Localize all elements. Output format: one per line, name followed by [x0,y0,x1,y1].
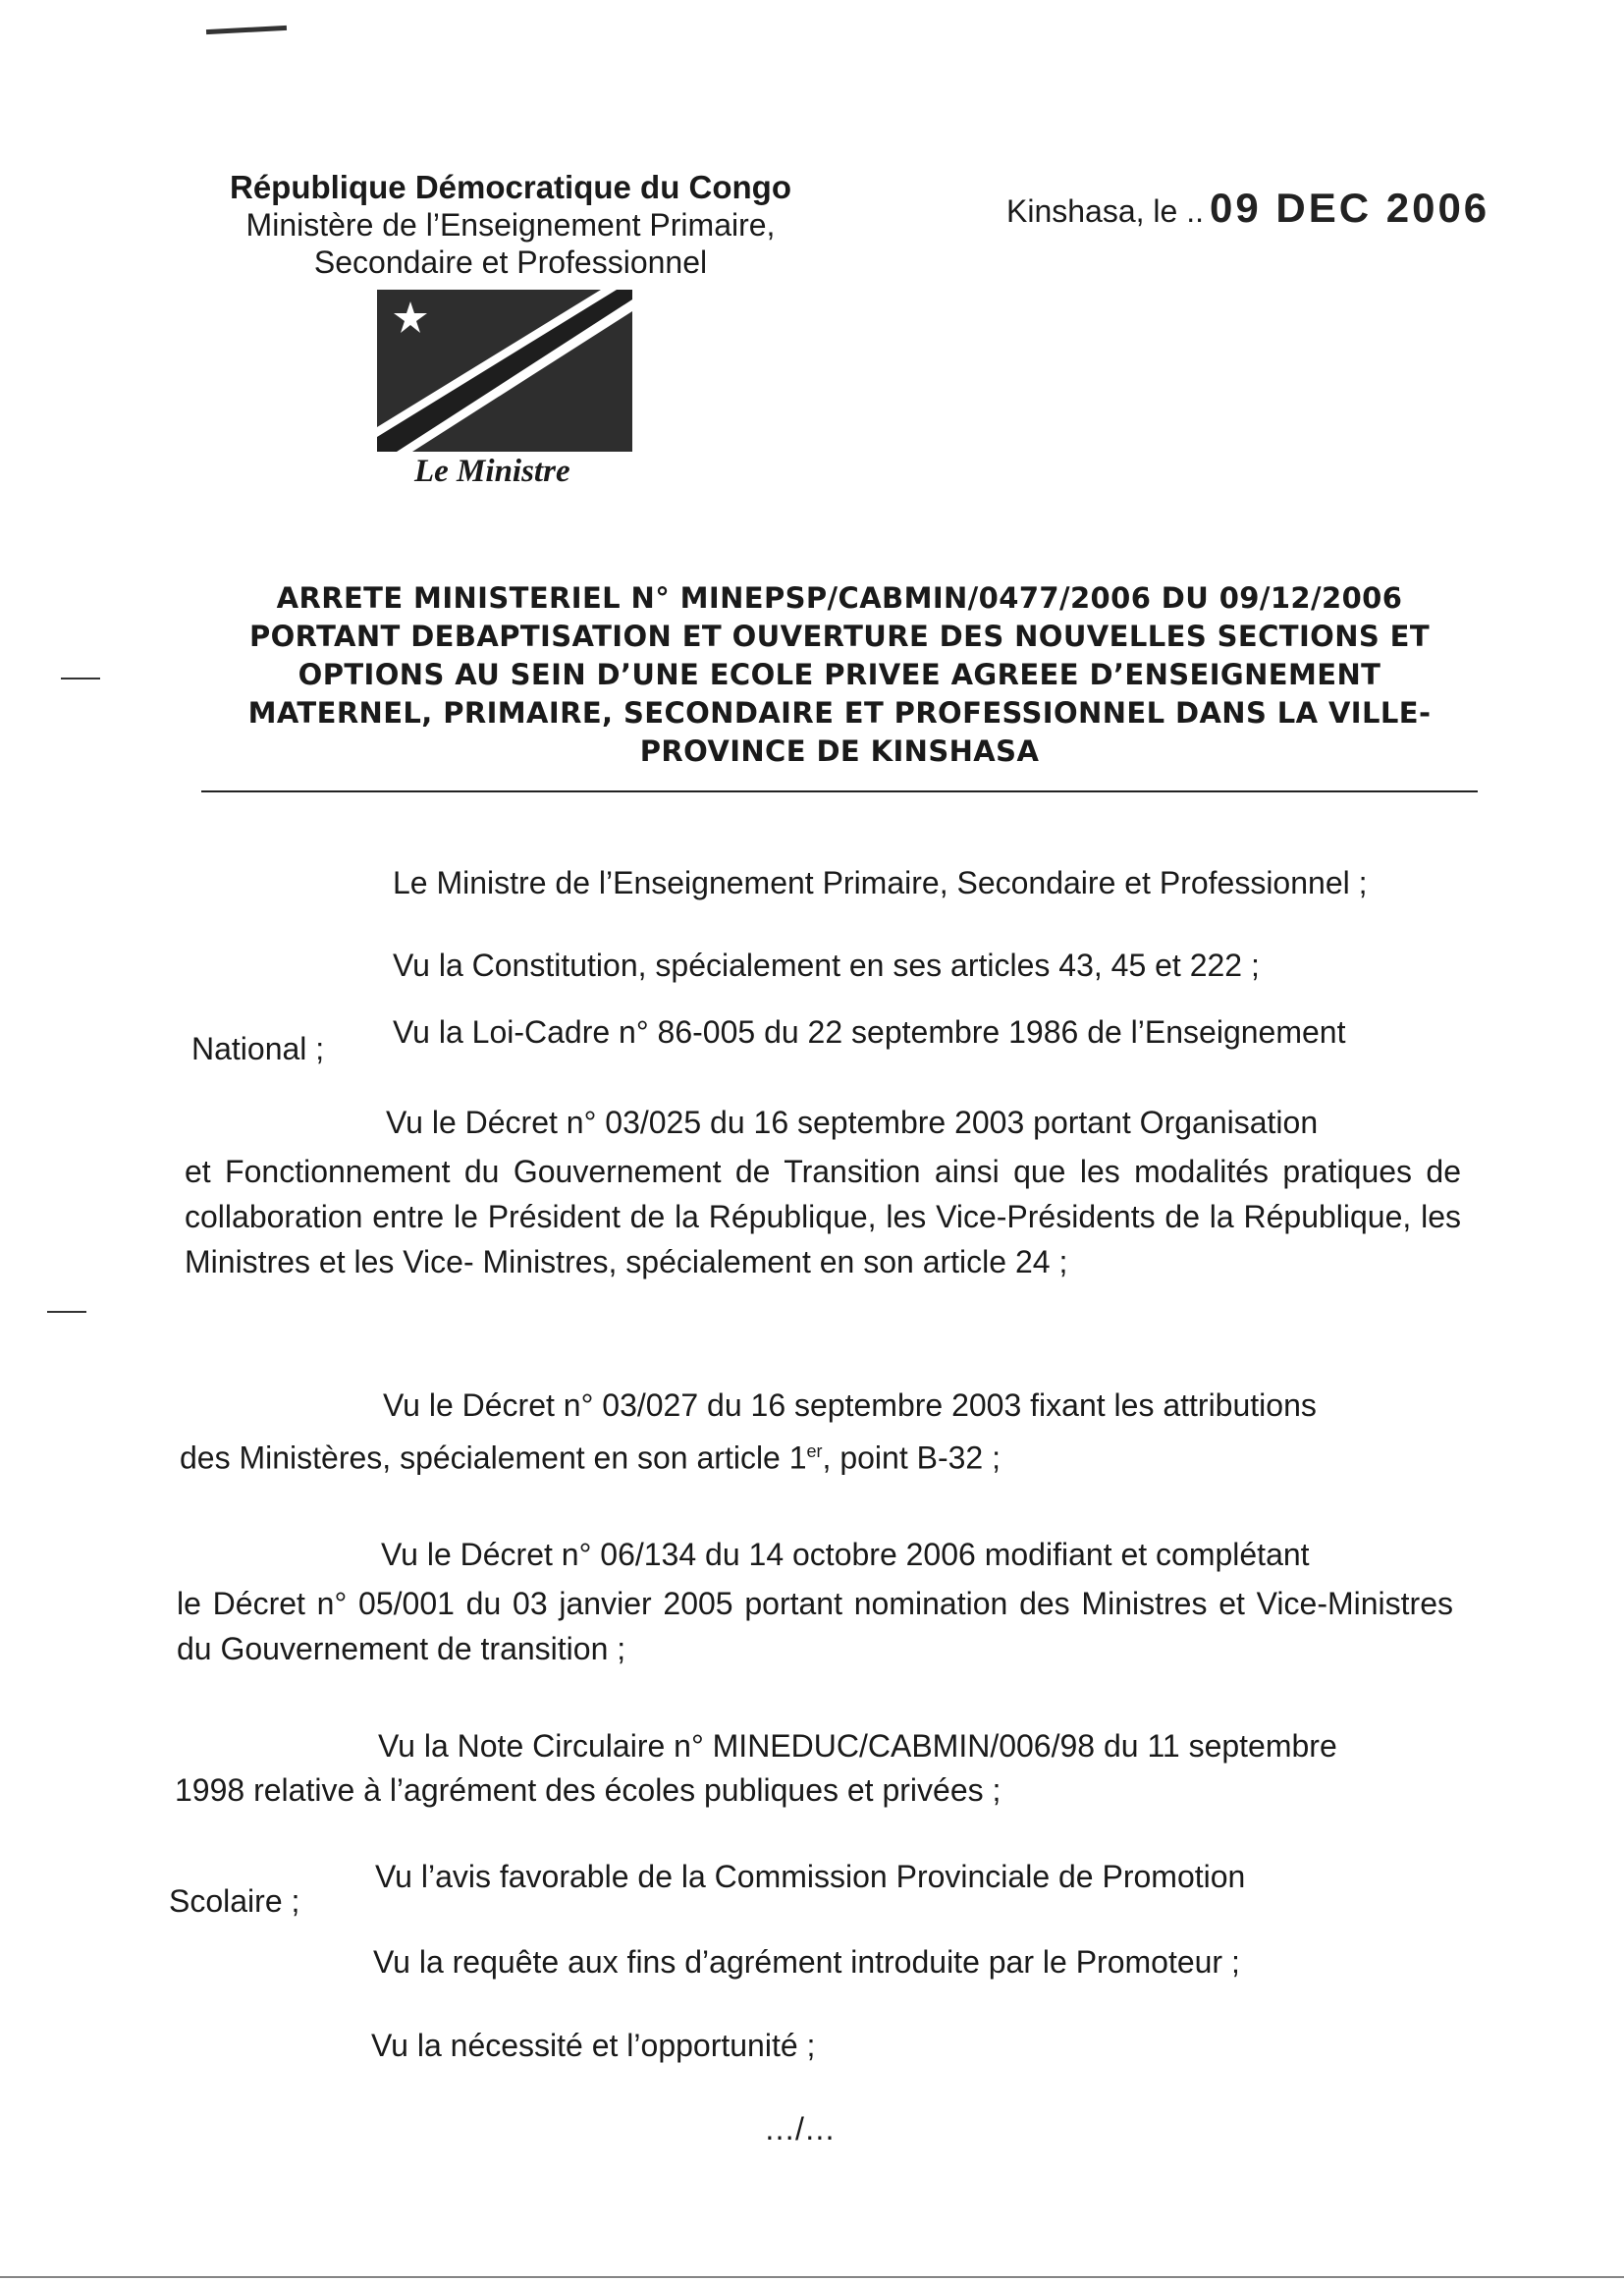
vu-decret-025-text: et Fonctionnement du Gouvernement de Transition ainsi que les modalités pratiques de collaboration entre le Président de la République, les Vice-Présidents de la République, les Ministres et les Vice- Ministres, spécialement en son article 24 ; [185,1154,1461,1279]
vu-decret-025-line1: Vu le Décret n° 03/025 du 16 septembre 2003 portant Organisation [386,1105,1319,1140]
vu-decret-027-line1: Vu le Décret n° 03/027 du 16 septembre 2003 fixant les attributions [383,1387,1317,1423]
title-underline [201,790,1478,792]
vu-note-circulaire-line1: Vu la Note Circulaire n° MINEDUC/CABMIN/006/98 du 11 septembre [378,1728,1337,1764]
vu-decret-027-text-b: , point B-32 ; [822,1440,1001,1476]
minister-label: Le Ministre [414,454,570,489]
ministry-line-2: Secondaire et Professionnel [313,244,708,280]
vu-decret-134-text: le Décret n° 05/001 du 03 janvier 2005 portant nomination des Ministres et Vice-Ministres du Gouvernement de transition ; [177,1586,1453,1666]
date-stamp: 09 DEC 2006 [1210,185,1490,231]
vu-loi-cadre: Vu la Loi-Cadre n° 86-005 du 22 septembre 1986 de l’Enseignement [393,1014,1346,1050]
ministry-line-1: Ministère de l’Enseignement Primaire, [245,207,776,243]
vu-necessite: Vu la nécessité et l’opportunité ; [371,2028,816,2063]
letterhead [201,169,820,281]
title-line-2: PORTANT DEBAPTISATION ET OUVERTURE DES NOUVELLES SECTIONS ET [248,620,1431,653]
vu-decret-027-text [180,1429,1456,1481]
title-line-4: MATERNEL, PRIMAIRE, SECONDAIRE ET PROFESSIONNEL DANS LA VILLE- [247,696,1432,730]
flag-emblem [377,290,632,452]
title-line-5: PROVINCE DE KINSHASA [639,734,1040,768]
vu-decret-027-text-a: des Ministères, spécialement en son article 1 [180,1440,807,1476]
date-line [1006,185,1489,232]
vu-decret-134-line1: Vu le Décret n° 06/134 du 14 octobre 2006 modifiant et complétant [381,1537,1310,1572]
scan-mark [206,26,287,34]
vu-decret-027-sup: er [806,1441,823,1461]
vu-constitution: Vu la Constitution, spécialement en ses articles 43, 45 et 222 ; [393,948,1260,983]
scan-edge [0,2276,1624,2278]
margin-dash [47,1311,86,1313]
title-line-3: OPTIONS AU SEIN D’UNE ECOLE PRIVEE AGREEE D’ENSEIGNEMENT [298,658,1381,691]
preamble-minister: Le Ministre de l’Enseignement Primaire, Secondaire et Professionnel ; [393,865,1368,900]
decree-title [201,579,1478,771]
republic-name: République Démocratique du Congo [229,169,791,205]
flag-icon [377,290,632,452]
continuation-mark: …/… [764,2111,836,2146]
vu-avis-commission-cont: Scolaire ; [169,1883,300,1919]
vu-requete: Vu la requête aux fins d’agrément introduite par le Promoteur ; [373,1944,1240,1980]
vu-note-circulaire-text: 1998 relative à l’agrément des écoles publiques et privées ; [175,1772,1001,1808]
margin-dash [61,678,100,679]
vu-avis-commission: Vu l’avis favorable de la Commission Provinciale de Promotion [375,1859,1246,1894]
date-prefix: Kinshasa, le .. [1006,193,1204,229]
vu-loi-cadre-cont: National ; [191,1031,325,1066]
title-line-1: ARRETE MINISTERIEL N° MINEPSP/CABMIN/0477/2006 DU 09/12/2006 [276,581,1403,615]
